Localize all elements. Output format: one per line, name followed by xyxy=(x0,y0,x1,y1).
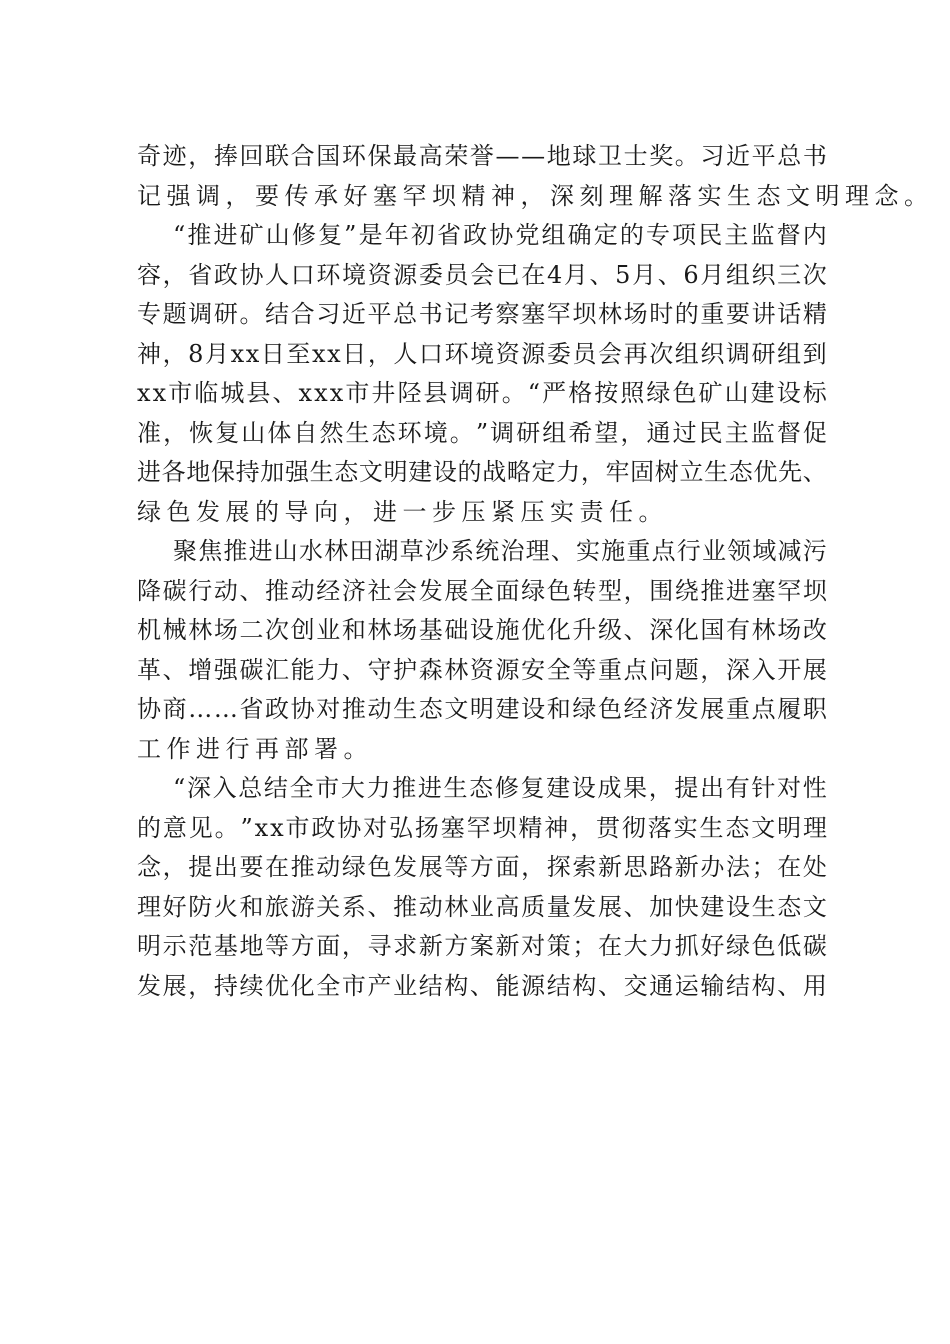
text-line: 神 ， 8 月 x x 日 至 x x 日 ， 人 口 环 境 资 源 委 员 会 再 次 组 织 调 研 组 到 xyxy=(137,339,827,368)
text-line: 容 ， 省 政 协 人 口 环 境 资 源 委 员 会 已 在 4 月 、 5 月 、 6 月 组 织 三 次 xyxy=(137,260,827,289)
text-line: 聚 焦 推 进 山 水 林 田 湖 草 沙 系 统 治 理 、 实 施 重 点 行 业 领 域 减 污 xyxy=(173,537,827,565)
text-line: 准 ， 恢 复 山 体 自 然 生 态 环 境 。 ” 调 研 组 希 望 ， 通 过 民 主 监 督 促 xyxy=(137,418,827,447)
text-line: “ 推 进 矿 山 修 复 ” 是 年 初 省 政 协 党 组 确 定 的 专 项 民 主 监 督 内 xyxy=(173,221,827,249)
text-line: 革 、 增 强 碳 汇 能 力 、 守 护 森 林 资 源 安 全 等 重 点 问 题 ， 深 入 开 展 xyxy=(137,655,827,684)
text-line: 记强调，要传承好塞罕坝精神，深刻理解落实生态文明理念。 xyxy=(137,181,934,210)
text-line: 绿色发展的导向，进一步压紧压实责任。 xyxy=(137,497,668,526)
text-line: 发 展 ， 持 续 优 化 全 市 产 业 结 构 、 能 源 结 构 、 交 通 运 输 结 构 、 用 xyxy=(137,971,827,1000)
text-line: x x 市 临 城 县 、 x x x 市 井 陉 县 调 研 。 “ 严 格 按 照 绿 色 矿 山 建 设 标 xyxy=(137,379,827,407)
text-line: 奇 迹 ， 捧 回 联 合 国 环 保 最 高 荣 誉 — — 地 球 卫 士 奖 。 习 近 平 总 书 xyxy=(137,142,827,170)
text-line: 理 好 防 火 和 旅 游 关 系 、 推 动 林 业 高 质 量 发 展 、 加 快 建 设 生 态 文 xyxy=(137,892,827,921)
text-line: 机 械 林 场 二 次 创 业 和 林 场 基 础 设 施 优 化 升 级 、 深 化 国 有 林 场 改 xyxy=(137,616,827,644)
text-line: 专 题 调 研 。 结 合 习 近 平 总 书 记 考 察 塞 罕 坝 林 场 时 的 重 要 讲 话 精 xyxy=(137,300,827,328)
text-line: 念 ， 提 出 要 在 推 动 绿 色 发 展 等 方 面 ， 探 索 新 思 路 新 办 法 ； 在 处 xyxy=(137,853,827,881)
text-line: “ 深 入 总 结 全 市 大 力 推 进 生 态 修 复 建 设 成 果 ， 提 出 有 针 对 性 xyxy=(173,774,827,802)
document-body xyxy=(137,137,934,1006)
text-line: 的 意 见 。 ” x x 市 政 协 对 弘 扬 塞 罕 坝 精 神 ， 贯 彻 落 实 生 态 文 明 理 xyxy=(137,813,827,842)
text-line: 进 各 地 保 持 加 强 生 态 文 明 建 设 的 战 略 定 力 ， 牢 固 树 立 生 态 优 先 、 xyxy=(137,458,827,486)
text-line: 协 商 … … 省 政 协 对 推 动 生 态 文 明 建 设 和 绿 色 经 济 发 展 重 点 履 职 xyxy=(137,695,827,723)
text-line: 明 示 范 基 地 等 方 面 ， 寻 求 新 方 案 新 对 策 ； 在 大 力 抓 好 绿 色 低 碳 xyxy=(137,932,827,960)
text-line: 工作进行再部署。 xyxy=(137,734,373,763)
text-line: 降 碳 行 动 、 推 动 经 济 社 会 发 展 全 面 绿 色 转 型 ， 围 绕 推 进 塞 罕 坝 xyxy=(137,576,827,605)
